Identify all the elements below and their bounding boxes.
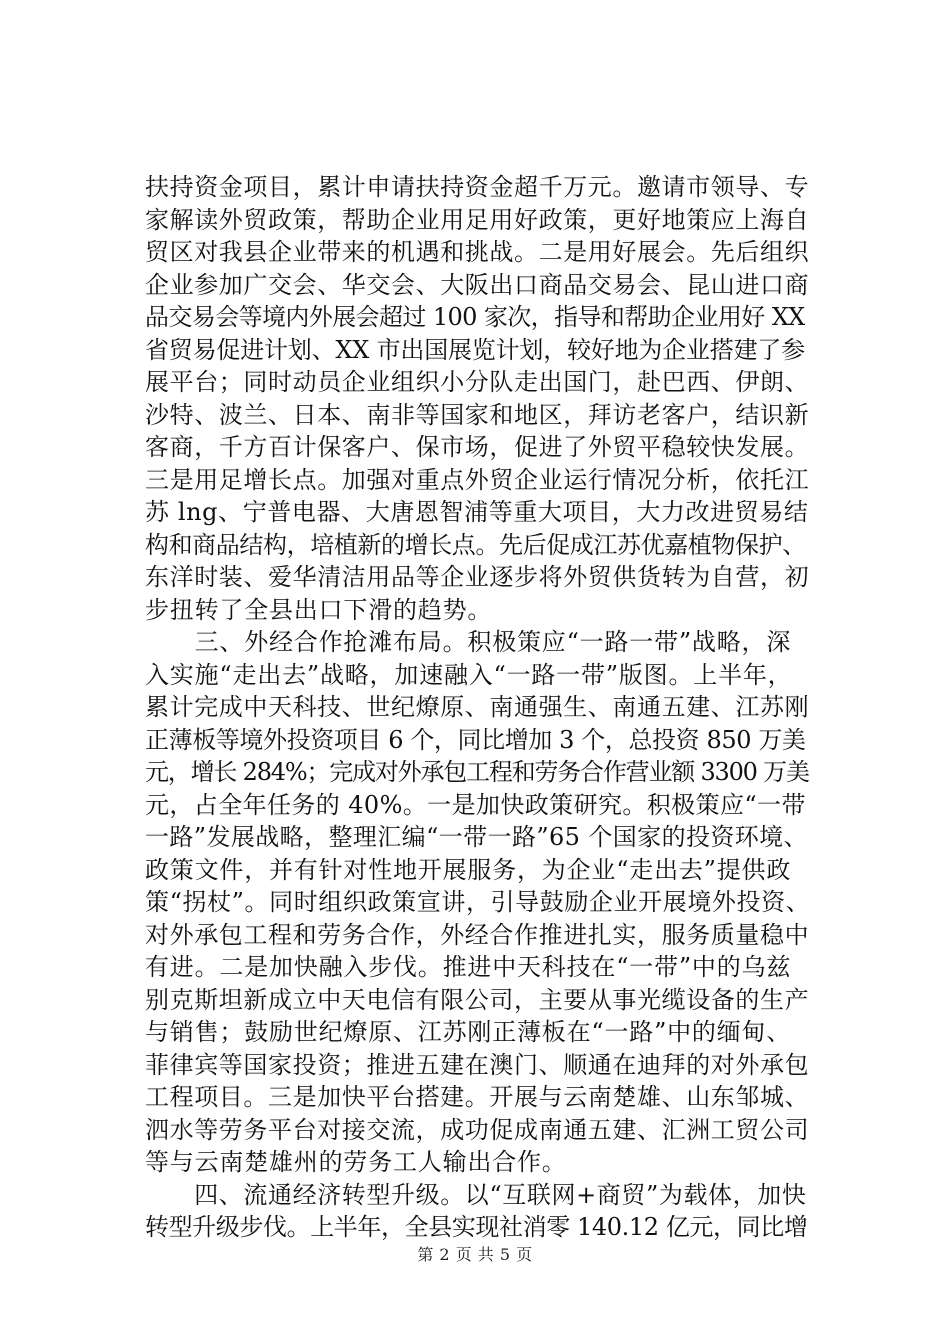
page-footer: 第 2 页 共 5 页	[417, 1245, 533, 1264]
text-line: 三、外经合作抢滩布局。积极策应“一路一带”战略，深	[145, 628, 792, 656]
text-line: 有进。二是加快融入步伐。推进中天科技在“一带”中的乌兹	[145, 953, 792, 981]
text-line: 一路”发展战略，整理汇编“一带一路”65 个国家的投资环境、	[145, 823, 808, 851]
text-line: 步扭转了全县出口下滑的趋势。	[145, 595, 493, 624]
text-line: 别克斯坦新成立中天电信有限公司，主要从事光缆设备的生产	[145, 985, 810, 1014]
text-line: 构和商品结构，培植新的增长点。先后促成江苏优嘉植物保护、	[145, 530, 806, 559]
text-line: 家解读外贸政策，帮助企业用足用好政策，更好地策应上海自	[145, 205, 810, 234]
text-line: 四、流通经济转型升级。以“互联网+商贸”为载体，加快	[145, 1180, 807, 1209]
text-line: 工程项目。三是加快平台搭建。开展与云南楚雄、山东邹城、	[145, 1083, 810, 1111]
text-line: 元，增长 284%；完成对外承包工程和劳务合作营业额 3300 万美	[145, 758, 809, 786]
text-line: 正薄板等境外投资项目 6 个，同比增加 3 个，总投资 850 万美	[145, 725, 806, 754]
text-line: 累计完成中天科技、世纪燎原、南通强生、南通五建、江苏刚	[145, 693, 810, 721]
text-line: 客商，千方百计保客户、保市场，促进了外贸平稳较快发展。	[145, 433, 810, 461]
text-line: 扶持资金项目，累计申请扶持资金超千万元。邀请市领导、专	[145, 173, 810, 201]
text-line: 展平台；同时动员企业组织小分队走出国门，赴巴西、伊朗、	[145, 368, 810, 396]
text-line: 策“拐杖”。同时组织政策宣讲，引导鼓励企业开展境外投资、	[145, 888, 811, 916]
text-line: 企业参加广交会、华交会、大阪出口商品交易会、昆山进口商	[145, 270, 810, 299]
text-line: 苏 lng、宁普电器、大唐恩智浦等重大项目，大力改进贸易结	[145, 498, 809, 526]
text-line: 等与云南楚雄州的劳务工人输出合作。	[145, 1148, 567, 1176]
text-line: 元，占全年任务的 40%。一是加快政策研究。积极策应“一带	[145, 790, 806, 819]
text-line: 省贸易促进计划、XX 市出国展览计划，较好地为企业搭建了参	[145, 335, 805, 364]
text-line: 泗水等劳务平台对接交流，成功促成南通五建、汇洲工贸公司	[145, 1115, 810, 1144]
text-line: 入实施“走出去”战略，加速融入“一路一带”版图。上半年，	[145, 660, 793, 689]
text-line: 贸区对我县企业带来的机遇和挑战。二是用好展会。先后组织	[145, 238, 810, 266]
text-line: 三是用足增长点。加强对重点外贸企业运行情况分析，依托江	[145, 465, 810, 494]
text-line: 转型升级步伐。上半年，全县实现社消零 140.12 亿元，同比增	[145, 1213, 808, 1241]
text-line: 菲律宾等国家投资；推进五建在澳门、顺通在迪拜的对外承包	[145, 1050, 810, 1079]
text-line: 与销售；鼓励世纪燎原、江苏刚正薄板在“一路”中的缅甸、	[145, 1018, 792, 1046]
text-line: 东洋时装、爱华清洁用品等企业逐步将外贸供货转为自营，初	[145, 563, 810, 591]
text-line: 沙特、波兰、日本、南非等国家和地区，拜访老客户，结识新	[145, 400, 810, 429]
text-line: 对外承包工程和劳务合作，外经合作推进扎实，服务质量稳中	[145, 920, 810, 949]
body-text	[145, 171, 810, 1244]
text-line: 品交易会等境内外展会超过 100 家次，指导和帮助企业用好 XX	[145, 303, 805, 331]
text-line: 政策文件，并有针对性地开展服务，为企业“走出去”提供政	[145, 855, 792, 884]
